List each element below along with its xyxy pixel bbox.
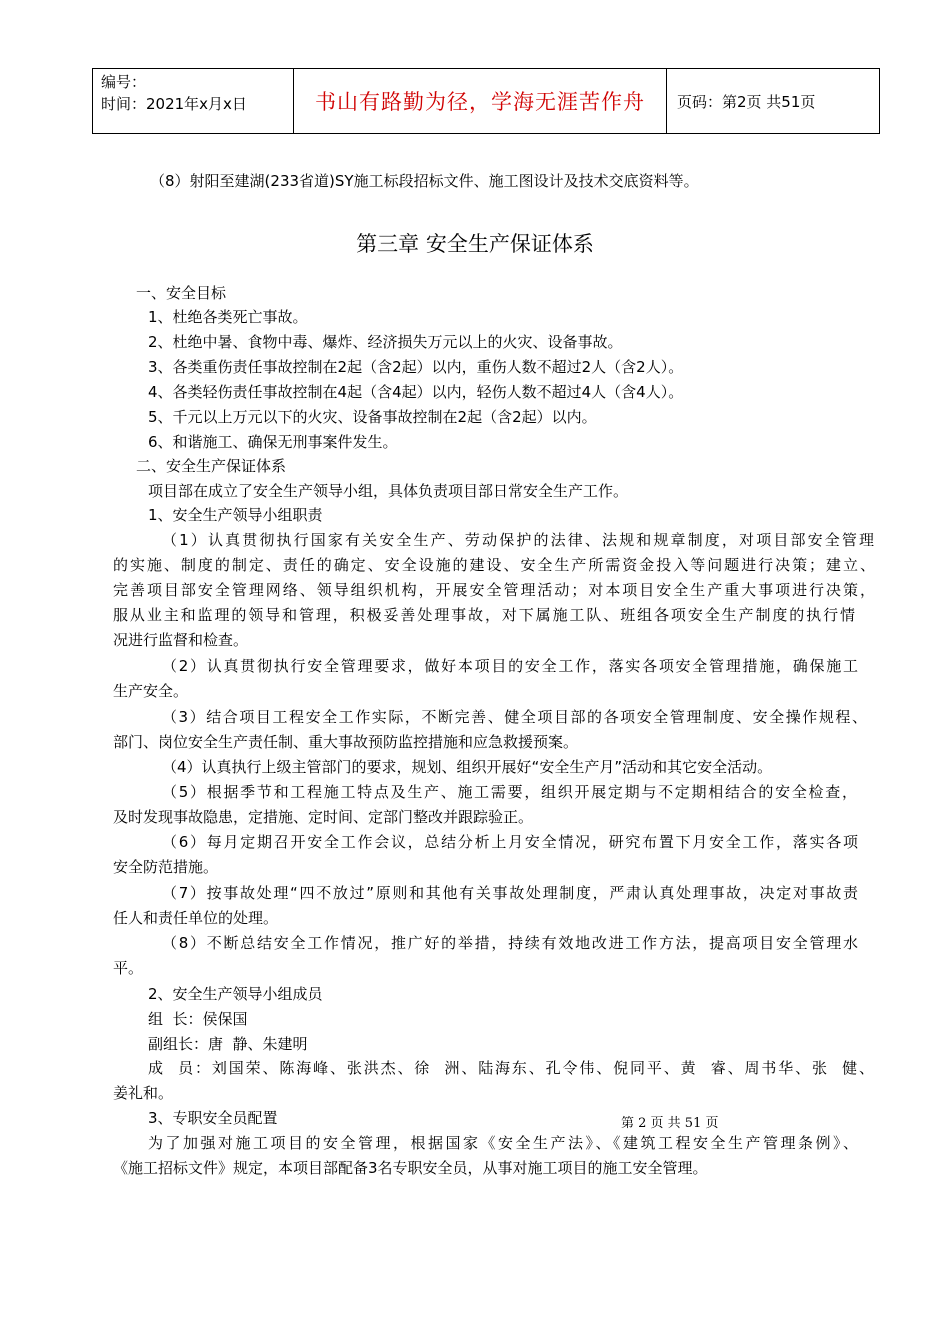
intro-line: （8）射阳至建湖(233省道)SY施工标段招标文件、施工图设计及技术交底资料等。: [150, 172, 699, 190]
paragraph-line: 《施工招标文件》规定，本项目部配备3名专职安全员，从事对施工项目的施工安全管理。: [113, 1159, 708, 1177]
paragraph-line: （4）认真执行上级主管部门的要求，规划、组织开展好“安全生产月”活动和其它安全活动。: [162, 758, 773, 776]
paragraph-line: 任人和责任单位的处理。: [113, 909, 279, 927]
paragraph-line: 6、和谐施工、确保无刑事案件发生。: [148, 433, 398, 451]
header-meta-cell: [93, 69, 294, 133]
leader-line: 组 长：侯保国: [148, 1010, 248, 1028]
paragraph-line: （8）不断总结安全工作情况，推广好的举措，持续有效地改进工作方法，提高项目安全管理水: [162, 934, 858, 952]
paragraph-line: 部门、岗位安全生产责任制、重大事故预防监控措施和应急救援预案。: [113, 733, 579, 751]
paragraph-line: （6）每月定期召开安全工作会议，总结分析上月安全情况，研究布置下月安全工作，落实各项: [162, 833, 858, 851]
time-label: 时间：2021年x月x日: [101, 95, 247, 113]
paragraph-line: 姜礼和。: [113, 1084, 174, 1102]
paragraph-line: 完善项目部安全管理网络、领导组织机构，开展安全管理活动；对本项目安全生产重大事项进行决策，: [113, 581, 875, 599]
number-label: 编号：: [101, 73, 147, 91]
section-heading: 二、安全生产保证体系: [136, 457, 287, 475]
paragraph-line: （7）按事故处理“四不放过”原则和其他有关事故处理制度，严肃认真处理事故，决定对事故责: [162, 884, 858, 902]
paragraph-line: 1、杜绝各类死亡事故。: [148, 308, 308, 326]
paragraph-line: 安全防范措施。: [113, 858, 219, 876]
members-line: 成 员：刘国荣、陈海峰、张洪杰、徐 洲、陆海东、孔令伟、倪同平、黄 睿、周书华、张 健、: [148, 1059, 874, 1077]
paragraph-line: 5、千元以上万元以下的火灾、设备事故控制在2起（含2起）以内。: [148, 408, 597, 426]
chapter-title: 第三章 安全生产保证体系: [356, 232, 594, 256]
paragraph-line: 况进行监督和检查。: [113, 631, 249, 649]
paragraph-line: 生产安全。: [113, 682, 189, 700]
paragraph-line: 及时发现事故隐患，定措施、定时间、定部门整改并跟踪验正。: [113, 808, 534, 826]
header-table: [92, 68, 880, 134]
subsection-heading: 1、安全生产领导小组职责: [148, 506, 323, 524]
paragraph-line: （1）认真贯彻执行国家有关安全生产、劳动保护的法律、法规和规章制度，对项目部安全管理: [162, 531, 874, 549]
paragraph-line: （2）认真贯彻执行安全管理要求，做好本项目的安全工作，落实各项安全管理措施，确保施工: [162, 657, 858, 675]
paragraph-line: （5）根据季节和工程施工特点及生产、施工需要，组织开展定期与不定期相结合的安全检查，: [162, 783, 857, 801]
paragraph-line: 的实施、制度的制定、责任的确定、安全设施的建设、安全生产所需资金投入等问题进行决策；建立、: [113, 556, 875, 574]
paragraph-line: 4、各类轻伤责任事故控制在4起（含4起）以内，轻伤人数不超过4人（含4人）。: [148, 383, 684, 401]
paragraph-line: 服从业主和监理的领导和管理，积极妥善处理事故，对下属施工队、班组各项安全生产制度的执行情: [113, 606, 855, 624]
subsection-heading: 3、专职安全员配置: [148, 1109, 278, 1127]
subsection-heading: 2、安全生产领导小组成员: [148, 985, 323, 1003]
paragraph-line: 3、各类重伤责任事故控制在2起（含2起）以内，重伤人数不超过2人（含2人）。: [148, 358, 684, 376]
header-motto: 书山有路勤为径，学海无涯苦作舟: [294, 69, 667, 133]
paragraph-line: （3）结合项目工程安全工作实际，不断完善、健全项目部的各项安全管理制度、安全操作规程、: [162, 708, 867, 726]
deputy-leader-line: 副组长：唐 静、朱建明: [148, 1035, 308, 1053]
section-heading: 一、安全目标: [136, 284, 227, 302]
paragraph-line: 项目部在成立了安全生产领导小组，具体负责项目部日常安全生产工作。: [148, 482, 629, 500]
page-number-footer: 第 2 页 共 51 页: [621, 1116, 719, 1131]
header-page-label: 页码：第2页 共51页: [677, 92, 816, 111]
paragraph-line: 2、杜绝中暑、食物中毒、爆炸、经济损失万元以上的火灾、设备事故。: [148, 333, 623, 351]
paragraph-line: 为了加强对施工项目的安全管理，根据国家《安全生产法》、《建筑工程安全生产管理条例》、: [148, 1134, 858, 1152]
paragraph-line: 平。: [113, 959, 144, 977]
